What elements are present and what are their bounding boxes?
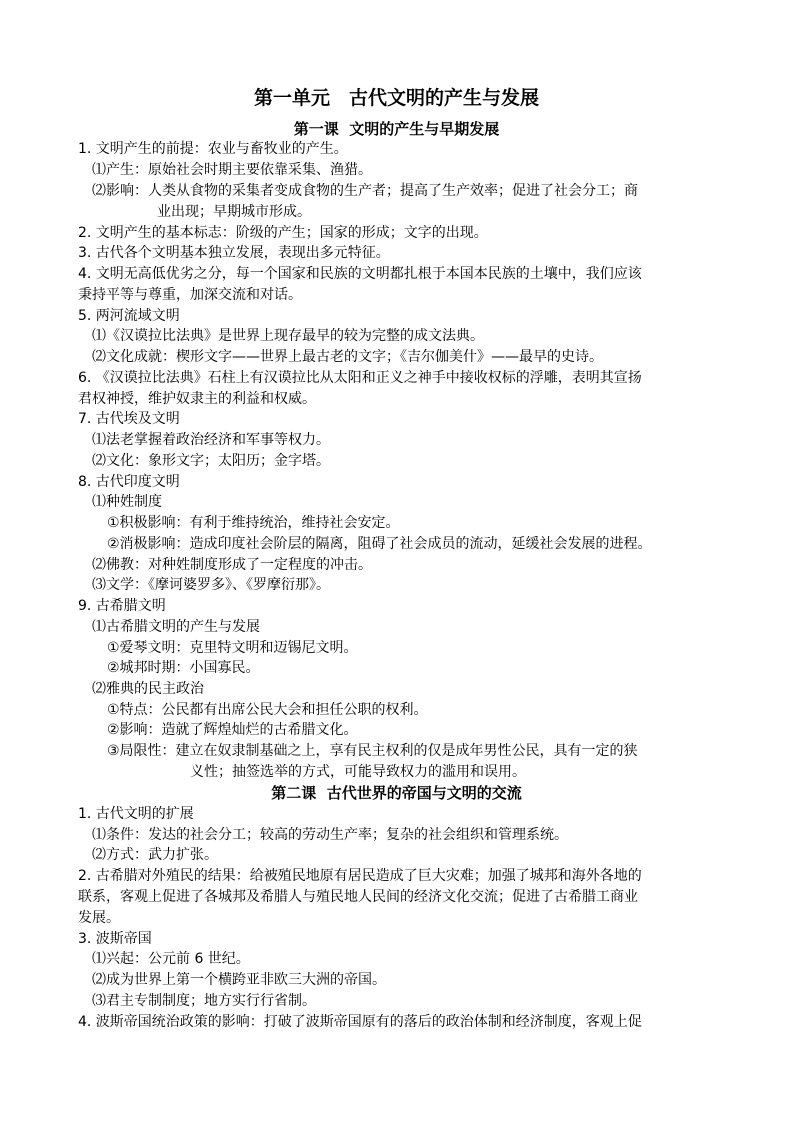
lesson-2-line: ⑵成为世界上第一个横跨亚非欧三大洲的帝国。 xyxy=(92,972,386,988)
lesson-1-line: 3. 古代各个文明基本独立发展，表现出多元特征。 xyxy=(78,245,390,261)
lesson-2-line: ⑶君主专制制度；地方实行行省制。 xyxy=(92,993,316,1009)
lesson-2-line: 3. 波斯帝国 xyxy=(78,931,152,947)
lesson-1-line: ⑵文化成就：楔形文字——世界上最古老的文字；《吉尔伽美什》——最早的史诗。 xyxy=(92,349,603,365)
lesson-1-line: 1. 文明产生的前提：农业与畜牧业的产生。 xyxy=(78,141,348,157)
lesson-2-line: 联系，客观上促进了各城邦及希腊人与殖民地人民间的经济文化交流；促进了古希腊工商业 xyxy=(78,889,638,905)
lesson-1-line: 秉持平等与尊重，加深交流和对话。 xyxy=(78,287,302,303)
lesson-1-line: 4. 文明无高低优劣之分，每一个国家和民族的文明都扎根于本国本民族的土壤中，我们应该 xyxy=(78,266,642,282)
lesson-1-line: ⑴古希腊文明的产生与发展 xyxy=(92,619,260,635)
lesson-1-line: ②影响：造就了辉煌灿烂的古希腊文化。 xyxy=(107,722,358,738)
lesson-1-line: ①爱琴文明：克里特文明和迈锡尼文明。 xyxy=(107,640,358,656)
lesson-1-line: ①特点：公民都有出席公民大会和担任公职的权利。 xyxy=(107,702,428,718)
lesson-1-line: ③局限性：建立在奴隶制基础之上，享有民主权利的仅是成年男性公民，具有一定的狭 xyxy=(107,743,638,759)
lesson-1-line: 2. 文明产生的基本标志：阶级的产生；国家的形成；文字的出现。 xyxy=(78,225,488,241)
lesson-1-line: 6. 《汉谟拉比法典》石柱上有汉谟拉比从太阳和正义之神手中接收权标的浮雕，表明其宣扬 xyxy=(78,370,642,386)
lesson-1-line: 5. 两河流域文明 xyxy=(78,308,180,324)
lesson-2-line: ⑵方式：武力扩张。 xyxy=(92,847,218,863)
lesson-1-line: ⑴《汉谟拉比法典》是世界上现存最早的较为完整的成文法典。 xyxy=(92,328,484,344)
lesson-1-line: ⑵雅典的民主政治 xyxy=(92,681,204,697)
lesson-1-line: 义性；抽签选举的方式，可能导致权力的滥用和误用。 xyxy=(190,764,526,780)
lesson-2-line: 发展。 xyxy=(78,910,120,926)
lesson-1-line: 8. 古代印度文明 xyxy=(78,474,180,490)
lesson-1-line: ⑵文化：象形文字；太阳历；金字塔。 xyxy=(92,453,330,469)
lesson-1-line: 业出现；早期城市形成。 xyxy=(157,204,311,220)
lesson-2-line: 1. 古代文明的扩展 xyxy=(78,806,194,822)
lesson-1-line: ②城邦时期：小国寡民。 xyxy=(107,660,260,676)
lesson-1-line: ⑴种姓制度 xyxy=(92,494,162,510)
lesson-2-line: ⑴条件：发达的社会分工；较高的劳动生产率；复杂的社会组织和管理系统。 xyxy=(92,827,568,843)
lesson-1-line: ①积极影响：有利于维持统治，维持社会安定。 xyxy=(107,515,400,531)
lesson-2-line: 4. 波斯帝国统治政策的影响：打破了波斯帝国原有的落后的政治体制和经济制度，客观上促 xyxy=(78,1014,642,1030)
lesson-1-line: ②消极影响：造成印度社会阶层的隔离，阻碍了社会成员的流动，延缓社会发展的进程。 xyxy=(107,536,652,552)
lesson-1-line: 君权神授，维护奴隶主的利益和权威。 xyxy=(78,391,316,407)
lesson-1-line: ⑵佛教：对种姓制度形成了一定程度的冲击。 xyxy=(92,557,372,573)
lesson-2-line: ⑴兴起：公元前 6 世纪。 xyxy=(92,951,250,967)
lesson-1-line: ⑴产生：原始社会时期主要依靠采集、渔猎。 xyxy=(92,162,372,178)
lesson-1-line: 9. 古希腊文明 xyxy=(78,598,166,614)
lesson-1-line: 7. 古代埃及文明 xyxy=(78,411,180,427)
lesson-1-line: ⑴法老掌握着政治经济和军事等权力。 xyxy=(92,432,330,448)
lesson-1-title: 第一课 文明的产生与早期发展 xyxy=(293,120,500,138)
lesson-1-line: ⑶文学：《摩诃婆罗多》、《罗摩衍那》。 xyxy=(92,577,330,593)
lesson-1-line: ⑵影响：人类从食物的采集者变成食物的生产者；提高了生产效率；促进了社会分工；商 xyxy=(92,183,638,199)
unit-title: 第一单元 古代文明的产生与发展 xyxy=(253,87,539,109)
lesson-2-line: 2. 古希腊对外殖民的结果：给被殖民地原有居民造成了巨大灾难；加强了城邦和海外各地的 xyxy=(78,868,642,884)
lesson-2-title: 第二课 古代世界的帝国与文明的交流 xyxy=(271,784,522,802)
